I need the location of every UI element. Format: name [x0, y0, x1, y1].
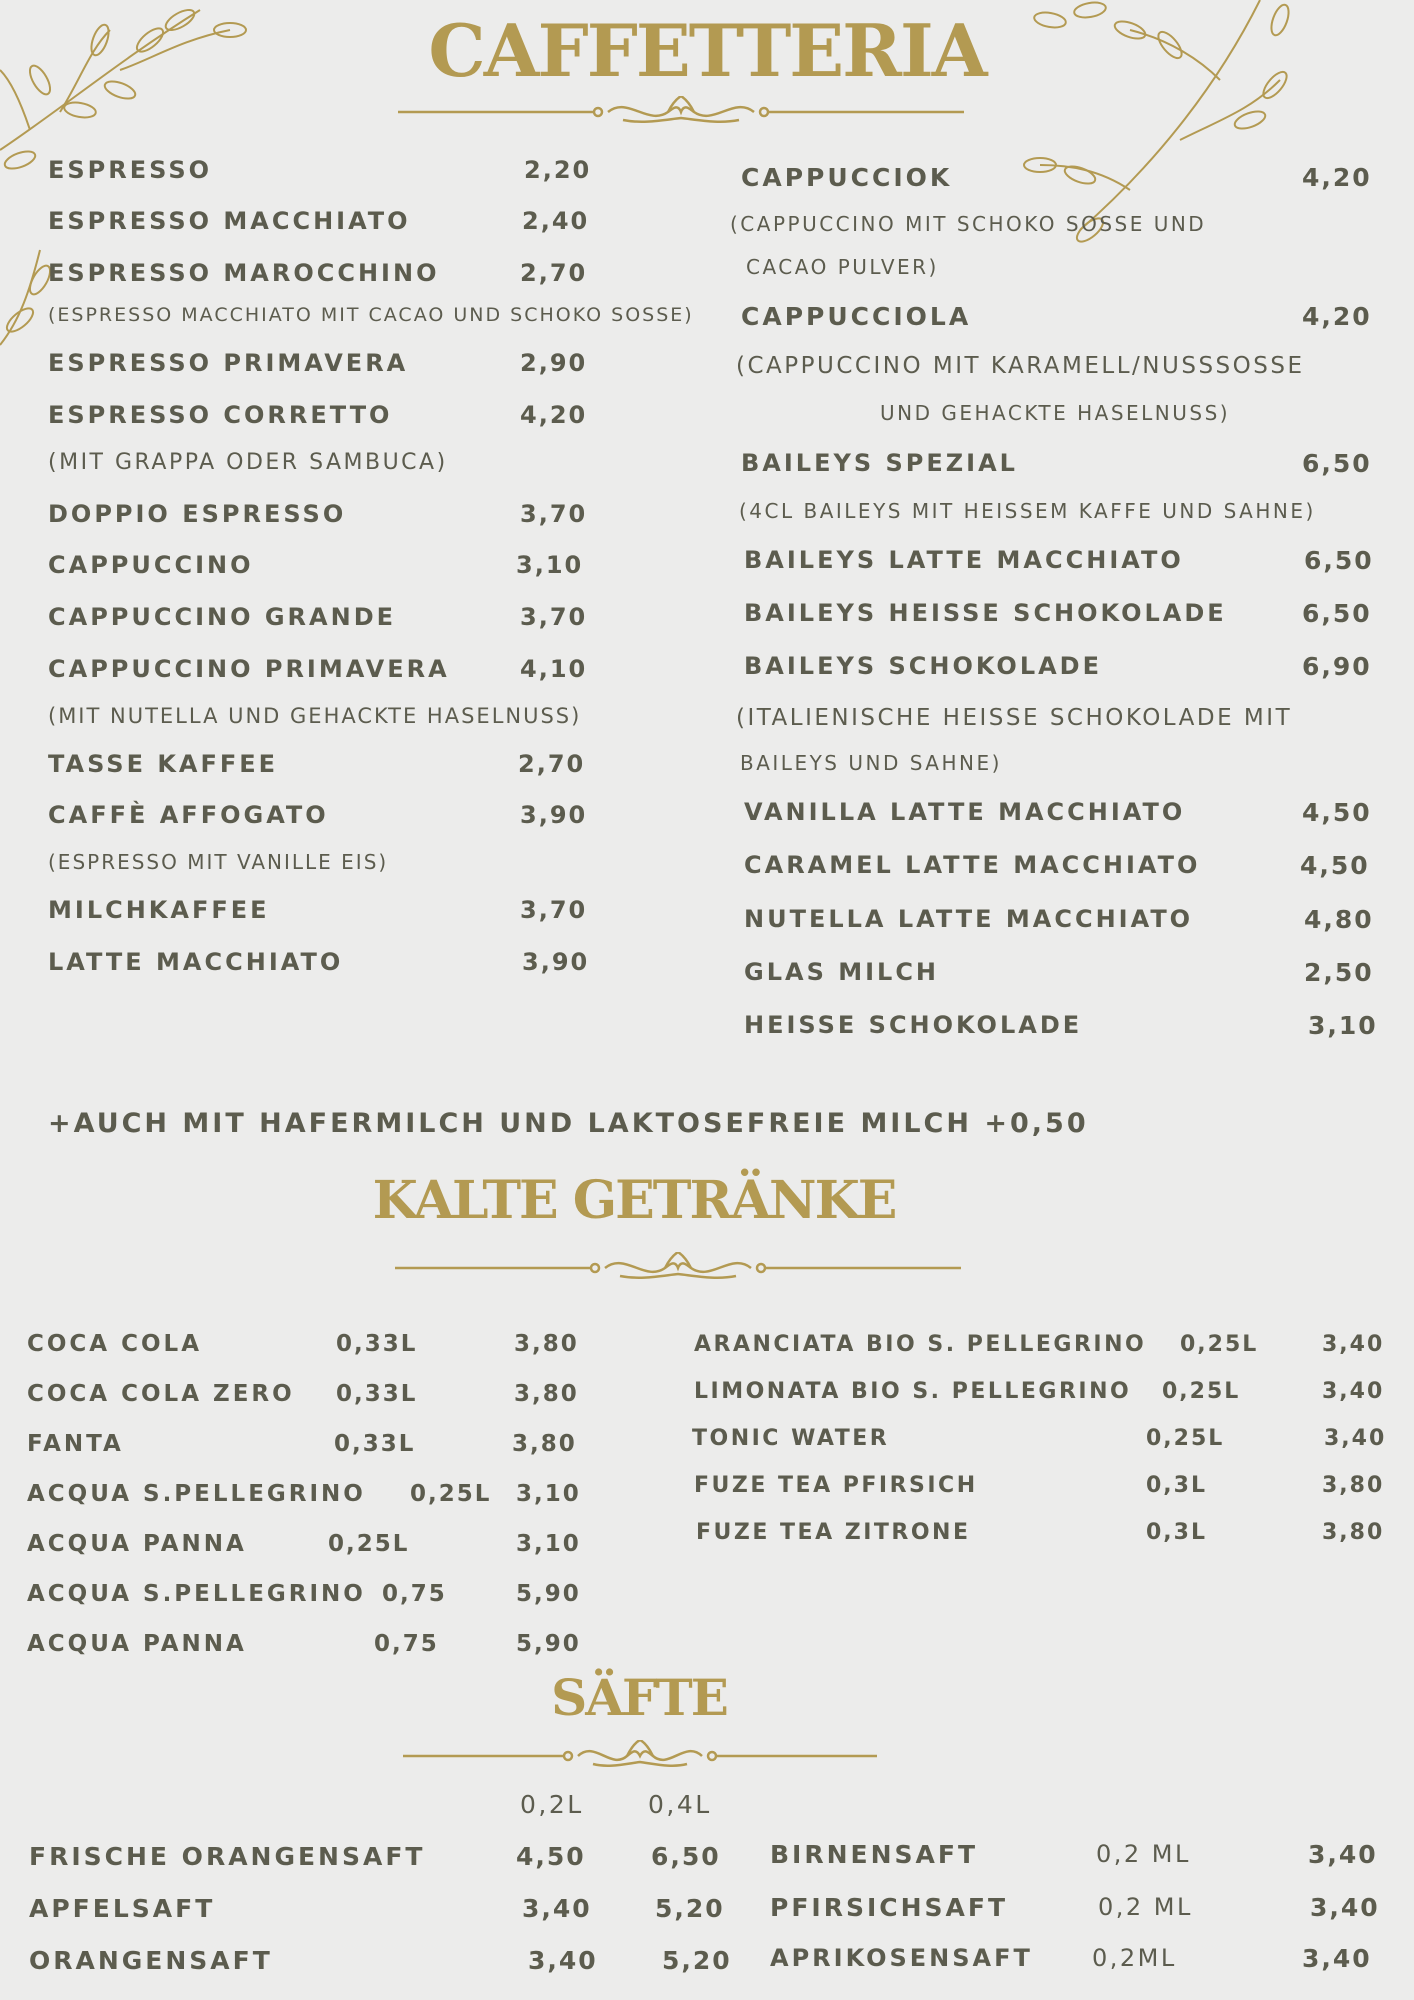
drink-size: 0,33L	[334, 1431, 416, 1457]
menu-item-price: 6,50	[1302, 599, 1372, 628]
juice-size-header-large: 0,4L	[648, 1790, 712, 1819]
menu-item-name: BAILEYS HEISSE SCHOKOLADE	[744, 599, 1227, 627]
menu-item-price: 4,10	[520, 655, 588, 683]
drink-name: FUZE TEA PFIRSICH	[694, 1473, 978, 1498]
drink-price: 3,10	[516, 1481, 581, 1507]
drink-price: 3,80	[514, 1331, 579, 1357]
menu-item-name: CAPPUCCIOK	[741, 163, 953, 192]
juice-name: APRIKOSENSAFT	[770, 1944, 1033, 1972]
menu-item-name: GLAS MILCH	[744, 958, 940, 986]
drink-name: ARANCIATA BIO S. PELLEGRINO	[694, 1332, 1147, 1357]
drink-price: 3,10	[516, 1531, 581, 1557]
juice-size: 0,2ML	[1092, 1944, 1177, 1972]
menu-item-price: 3,70	[520, 603, 588, 631]
juice-name: BIRNENSAFT	[770, 1840, 979, 1869]
juice-price-large: 5,20	[655, 1894, 725, 1923]
drink-size: 0,25L	[410, 1481, 492, 1507]
menu-item-note: (ITALIENISCHE HEISSE SCHOKOLADE MIT	[736, 705, 1293, 731]
juice-price-large: 6,50	[651, 1842, 721, 1871]
ornament-divider-icon	[403, 1740, 877, 1774]
menu-item-name: MILCHKAFFEE	[48, 896, 270, 924]
drink-size: 0,3L	[1146, 1473, 1207, 1498]
drink-name: FUZE TEA ZITRONE	[696, 1520, 971, 1545]
menu-item-price: 4,20	[1302, 163, 1372, 192]
menu-item-note: (MIT NUTELLA UND GEHACKTE HASELNUSS)	[48, 704, 582, 728]
menu-item-price: 3,10	[516, 551, 584, 579]
drink-size: 0,25L	[328, 1531, 410, 1557]
menu-item-name: ESPRESSO	[48, 156, 213, 184]
drink-size: 0,75	[382, 1581, 447, 1607]
menu-item-price: 4,20	[520, 401, 588, 429]
menu-item-name: ESPRESSO CORRETTO	[48, 401, 393, 429]
juice-price-small: 3,40	[528, 1946, 598, 1975]
menu-item-note: (ESPRESSO MACCHIATO MIT CACAO UND SCHOKO SOSSE)	[48, 304, 694, 326]
menu-item-name: BAILEYS SCHOKOLADE	[744, 652, 1102, 680]
menu-item-note: (4CL BAILEYS MIT HEISSEM KAFFE UND SAHNE)	[739, 499, 1316, 523]
menu-item-price: 3,90	[520, 801, 588, 829]
juice-price-large: 5,20	[662, 1946, 732, 1975]
drink-price: 5,90	[516, 1631, 581, 1657]
juice-name: APFELSAFT	[29, 1894, 216, 1923]
juice-name: ORANGENSAFT	[29, 1946, 273, 1975]
juice-price: 3,40	[1302, 1944, 1372, 1973]
juice-size: 0,2 ML	[1096, 1840, 1191, 1868]
drink-name: FANTA	[27, 1431, 124, 1457]
drink-name: COCA COLA	[27, 1331, 203, 1357]
drink-price: 5,90	[516, 1581, 581, 1607]
menu-item-note: (CAPPUCCINO MIT SCHOKO SOSSE UND	[730, 212, 1207, 236]
menu-item-name: NUTELLA LATTE MACCHIATO	[744, 905, 1194, 933]
menu-item-note: (ESPRESSO MIT VANILLE EIS)	[48, 850, 389, 874]
menu-item-price: 4,50	[1302, 798, 1372, 827]
drink-price: 3,40	[1324, 1426, 1387, 1451]
drink-name: ACQUA PANNA	[27, 1531, 247, 1557]
drink-price: 3,40	[1322, 1379, 1385, 1404]
menu-item-name: CAFFÈ AFFOGATO	[48, 801, 329, 829]
juice-price-small: 4,50	[516, 1842, 586, 1871]
drink-name: ACQUA S.PELLEGRINO	[27, 1581, 366, 1607]
menu-item-price: 4,50	[1300, 851, 1370, 880]
juice-price: 3,40	[1308, 1840, 1378, 1869]
menu-item-note: (MIT GRAPPA ODER SAMBUCA)	[48, 450, 448, 475]
menu-item-name: VANILLA LATTE MACCHIATO	[744, 798, 1186, 826]
menu-item-price: 6,50	[1302, 449, 1372, 478]
menu-item-price: 2,40	[522, 207, 590, 235]
menu-item-price: 6,90	[1302, 652, 1372, 681]
juice-name: PFIRSICHSAFT	[770, 1893, 1009, 1922]
drink-name: COCA COLA ZERO	[27, 1381, 295, 1407]
menu-item-note: UND GEHACKTE HASELNUSS)	[880, 401, 1231, 425]
juice-size-header-small: 0,2L	[520, 1790, 584, 1819]
drink-price: 3,80	[512, 1431, 577, 1457]
menu-item-price: 3,90	[522, 948, 590, 976]
menu-item-name: CAPPUCCINO GRANDE	[48, 603, 397, 631]
menu-item-note: (CAPPUCCINO MIT KARAMELL/NUSSSOSSE	[736, 353, 1305, 379]
menu-item-name: ESPRESSO MAROCCHINO	[48, 259, 440, 287]
menu-item-name: CAPPUCCINO	[48, 551, 254, 579]
juice-name: FRISCHE ORANGENSAFT	[29, 1842, 426, 1871]
drink-price: 3,80	[1322, 1520, 1385, 1545]
menu-item-note: BAILEYS UND SAHNE)	[740, 751, 1002, 775]
menu-item-name: CAPPUCCIOLA	[741, 302, 972, 331]
menu-item-price: 3,70	[520, 896, 588, 924]
drink-price: 3,80	[1322, 1473, 1385, 1498]
juice-size: 0,2 ML	[1098, 1893, 1193, 1921]
drink-name: ACQUA PANNA	[27, 1631, 247, 1657]
menu-item-price: 4,80	[1304, 905, 1374, 934]
drink-size: 0,75	[374, 1631, 439, 1657]
drink-name: ACQUA S.PELLEGRINO	[27, 1481, 366, 1507]
juice-price: 3,40	[1310, 1893, 1380, 1922]
caffetteria-title: CAFFETTERIA	[428, 8, 986, 93]
drink-size: 0,25L	[1180, 1332, 1259, 1357]
menu-item-name: BAILEYS SPEZIAL	[741, 449, 1018, 477]
menu-item-name: TASSE KAFFEE	[48, 750, 279, 778]
menu-item-name: BAILEYS LATTE MACCHIATO	[744, 546, 1184, 574]
menu-item-price: 2,50	[1304, 958, 1374, 987]
menu-item-price: 2,70	[518, 750, 586, 778]
menu-item-price: 4,20	[1302, 302, 1372, 331]
menu-item-price: 6,50	[1304, 546, 1374, 575]
menu-item-name: HEISSE SCHOKOLADE	[744, 1011, 1083, 1039]
menu-item-price: 3,70	[520, 500, 588, 528]
drink-size: 0,25L	[1162, 1379, 1241, 1404]
menu-item-name: CAPPUCCINO PRIMAVERA	[48, 655, 450, 683]
menu-item-price: 2,20	[524, 156, 592, 184]
drink-size: 0,25L	[1146, 1426, 1225, 1451]
ornament-divider-icon	[395, 1252, 961, 1288]
menu-item-price: 2,70	[520, 259, 588, 287]
drink-size: 0,33L	[336, 1381, 418, 1407]
drink-size: 0,3L	[1146, 1520, 1207, 1545]
saefte-title: SÄFTE	[551, 1668, 727, 1727]
menu-item-name: LATTE MACCHIATO	[48, 948, 344, 976]
menu-item-note: CACAO PULVER)	[746, 255, 939, 279]
milk-option-note: +AUCH MIT HAFERMILCH UND LAKTOSEFREIE MILCH +0,50	[48, 1108, 1089, 1139]
drink-size: 0,33L	[336, 1331, 418, 1357]
menu-item-name: ESPRESSO MACCHIATO	[48, 207, 411, 235]
menu-item-name: CARAMEL LATTE MACCHIATO	[744, 851, 1201, 879]
drink-name: TONIC WATER	[692, 1426, 890, 1451]
menu-item-price: 3,10	[1308, 1011, 1378, 1040]
menu-item-name: ESPRESSO PRIMAVERA	[48, 349, 409, 377]
menu-item-name: DOPPIO ESPRESSO	[48, 500, 347, 528]
drink-name: LIMONATA BIO S. PELLEGRINO	[694, 1379, 1132, 1404]
kalte-getraenke-title: KALTE GETRÄNKE	[372, 1170, 896, 1231]
menu-item-price: 2,90	[520, 349, 588, 377]
juice-price-small: 3,40	[522, 1894, 592, 1923]
ornament-divider-icon	[398, 96, 964, 132]
drink-price: 3,80	[514, 1381, 579, 1407]
drink-price: 3,40	[1322, 1332, 1385, 1357]
